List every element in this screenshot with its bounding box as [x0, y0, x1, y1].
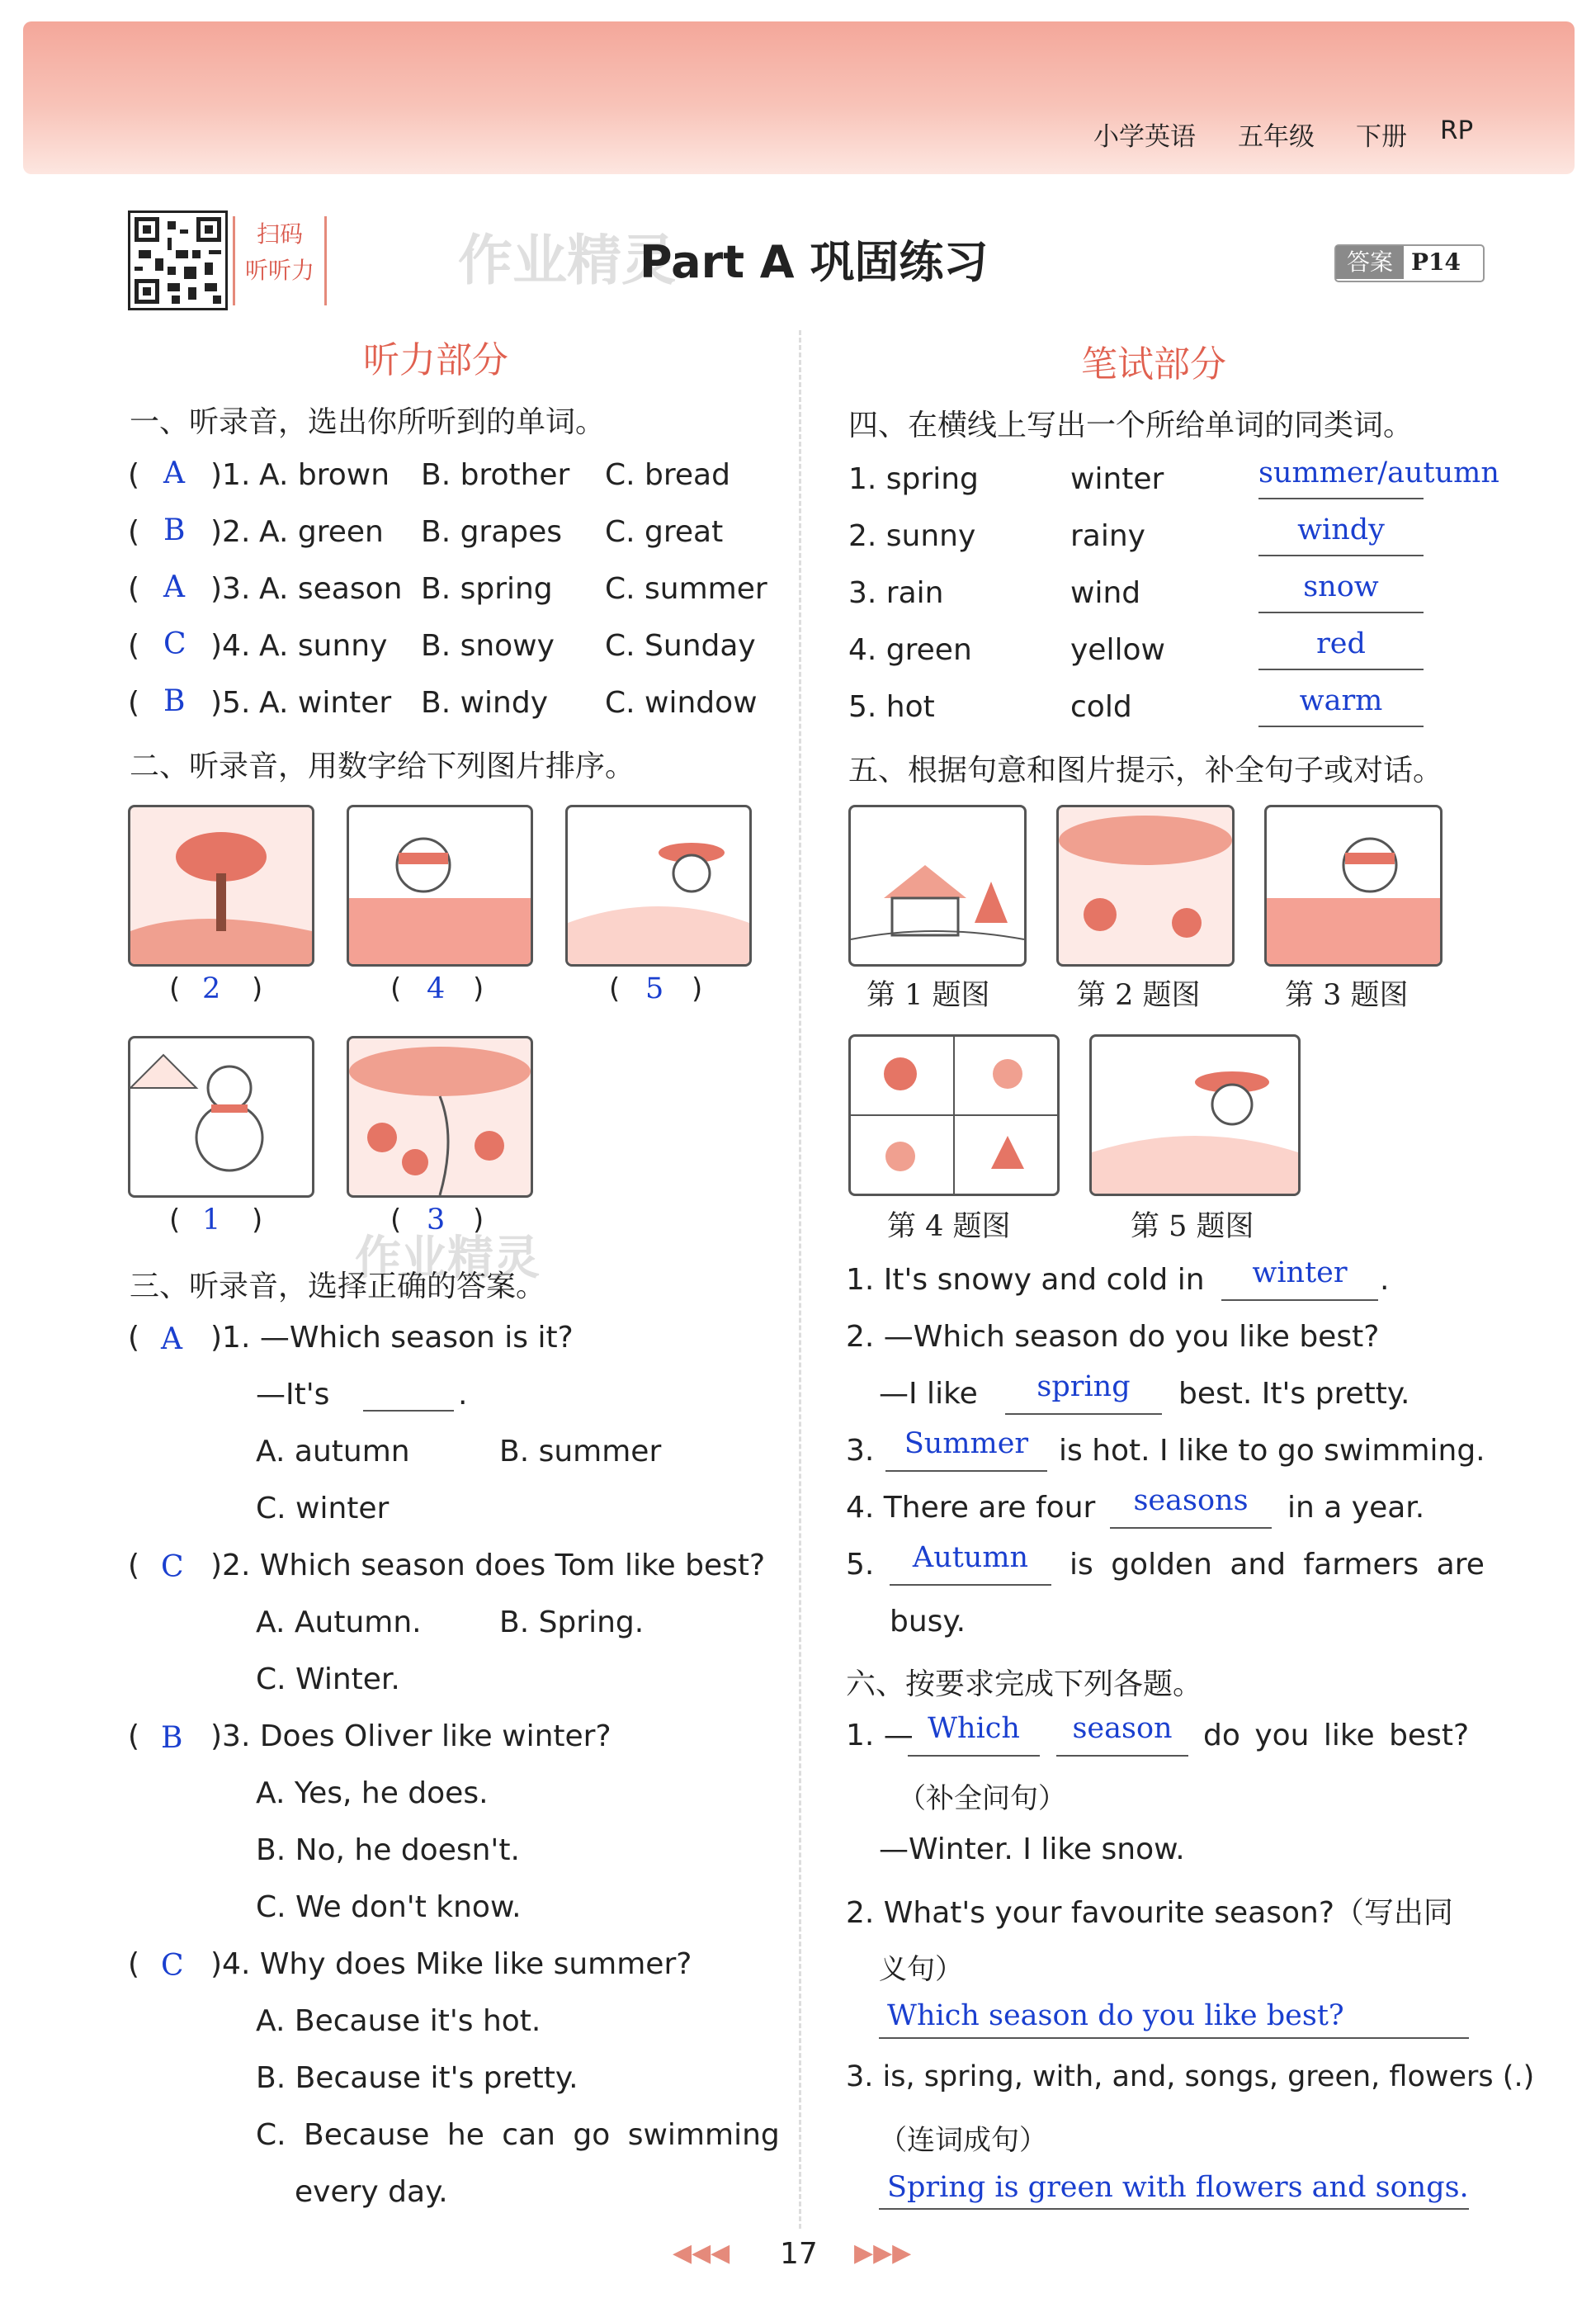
s3-answer-3[interactable]: B: [161, 1721, 183, 1755]
s5-picture-4-four-seasons: [848, 1034, 1060, 1196]
s5-heading: 五、根据句意和图片提示，补全句子或对话。: [848, 754, 1443, 787]
header-edition: RP: [1440, 116, 1474, 145]
s4-answer-4[interactable]: red: [1316, 627, 1366, 660]
s5-answer-4[interactable]: seasons: [1133, 1484, 1249, 1517]
column-divider: [799, 330, 801, 2229]
page-number: 17: [780, 2237, 818, 2271]
s5-picture-1-winter-house: [848, 805, 1027, 967]
header-grade: 五年级: [1238, 122, 1315, 152]
s4-answer-5[interactable]: warm: [1299, 684, 1383, 717]
s5-picture-3-swimming: [1264, 805, 1443, 967]
s1-heading: 一、听录音，选出你所听到的单词。: [130, 405, 606, 439]
s5-answer-2[interactable]: spring: [1036, 1370, 1131, 1403]
s2-order-3[interactable]: 5: [645, 972, 664, 1005]
s2-picture-swimming: [347, 805, 533, 967]
s1-answer-5[interactable]: B: [163, 684, 186, 718]
s4-answer-1[interactable]: summer/autumn: [1258, 456, 1499, 489]
s6-answer-3[interactable]: Spring is green with flowers and songs.: [887, 2171, 1469, 2204]
answer-tag: 答案: [1336, 246, 1404, 279]
s3-answer-2[interactable]: C: [161, 1550, 184, 1584]
s5-answer-1[interactable]: winter: [1252, 1256, 1348, 1289]
s3-answer-1[interactable]: A: [161, 1322, 182, 1356]
s5-caption-3: 第 3 题图: [1285, 979, 1409, 1012]
s6-answer-1b[interactable]: season: [1072, 1712, 1173, 1745]
s4-answer-3[interactable]: snow: [1303, 570, 1379, 603]
prev-page-arrows-icon[interactable]: ◀◀◀: [673, 2239, 730, 2268]
watermark-top: 作业精灵: [458, 229, 676, 292]
s6-answer-1a[interactable]: Which: [928, 1712, 1020, 1745]
s2-picture-snowman: [128, 1036, 314, 1198]
next-page-arrows-icon[interactable]: ▶▶▶: [854, 2239, 912, 2268]
header-subject: 小学英语: [1093, 122, 1196, 152]
s4-heading: 四、在横线上写出一个所给单词的同类词。: [848, 409, 1414, 442]
s5-caption-4: 第 4 题图: [887, 1210, 1011, 1243]
s6-heading: 六、按要求完成下列各题。: [846, 1667, 1203, 1701]
scan-listen-label: 扫码 听听力: [233, 216, 327, 305]
s4-answer-2[interactable]: windy: [1297, 513, 1385, 546]
s5-answer-5[interactable]: Autumn: [912, 1541, 1029, 1574]
s5-caption-5: 第 5 题图: [1131, 1210, 1254, 1243]
s1-answer-1[interactable]: A: [163, 456, 185, 490]
writing-title: 笔试部分: [1081, 343, 1226, 385]
s5-caption-2: 第 2 题图: [1077, 979, 1201, 1012]
s2-order-5[interactable]: 3: [427, 1204, 446, 1237]
s2-picture-spring-flowers: [347, 1036, 533, 1198]
s2-picture-summer-field: [565, 805, 752, 967]
header-volume: 下册: [1356, 122, 1407, 152]
s3-q1-blank: [363, 1410, 454, 1412]
s5-picture-5-summer-field: [1089, 1034, 1301, 1196]
s2-picture-autumn-tree: [128, 805, 314, 967]
s3-answer-4[interactable]: C: [161, 1949, 184, 1983]
s5-picture-2-spring-flowers: [1056, 805, 1235, 967]
s2-order-2[interactable]: 4: [427, 972, 446, 1005]
s2-order-1[interactable]: 2: [202, 972, 221, 1005]
qr-code-icon[interactable]: [128, 210, 228, 310]
answer-page: P14: [1411, 248, 1461, 276]
s1-answer-2[interactable]: B: [163, 513, 186, 547]
s5-caption-1: 第 1 题图: [866, 979, 990, 1012]
watermark-middle: 作业精灵: [355, 1232, 540, 1285]
page-title: Part A 巩固练习: [640, 236, 989, 288]
s2-order-4[interactable]: 1: [202, 1204, 221, 1237]
s3-heading: 三、听录音，选择正确的答案。: [130, 1270, 546, 1303]
s1-answer-4[interactable]: C: [163, 627, 187, 661]
s6-answer-2[interactable]: Which season do you like best?: [887, 1999, 1344, 2032]
s2-heading: 二、听录音，用数字给下列图片排序。: [130, 750, 635, 783]
s5-answer-3[interactable]: Summer: [904, 1427, 1029, 1460]
header-banner: [23, 21, 1575, 174]
s1-answer-3[interactable]: A: [163, 570, 185, 604]
listening-title: 听力部分: [363, 339, 508, 381]
